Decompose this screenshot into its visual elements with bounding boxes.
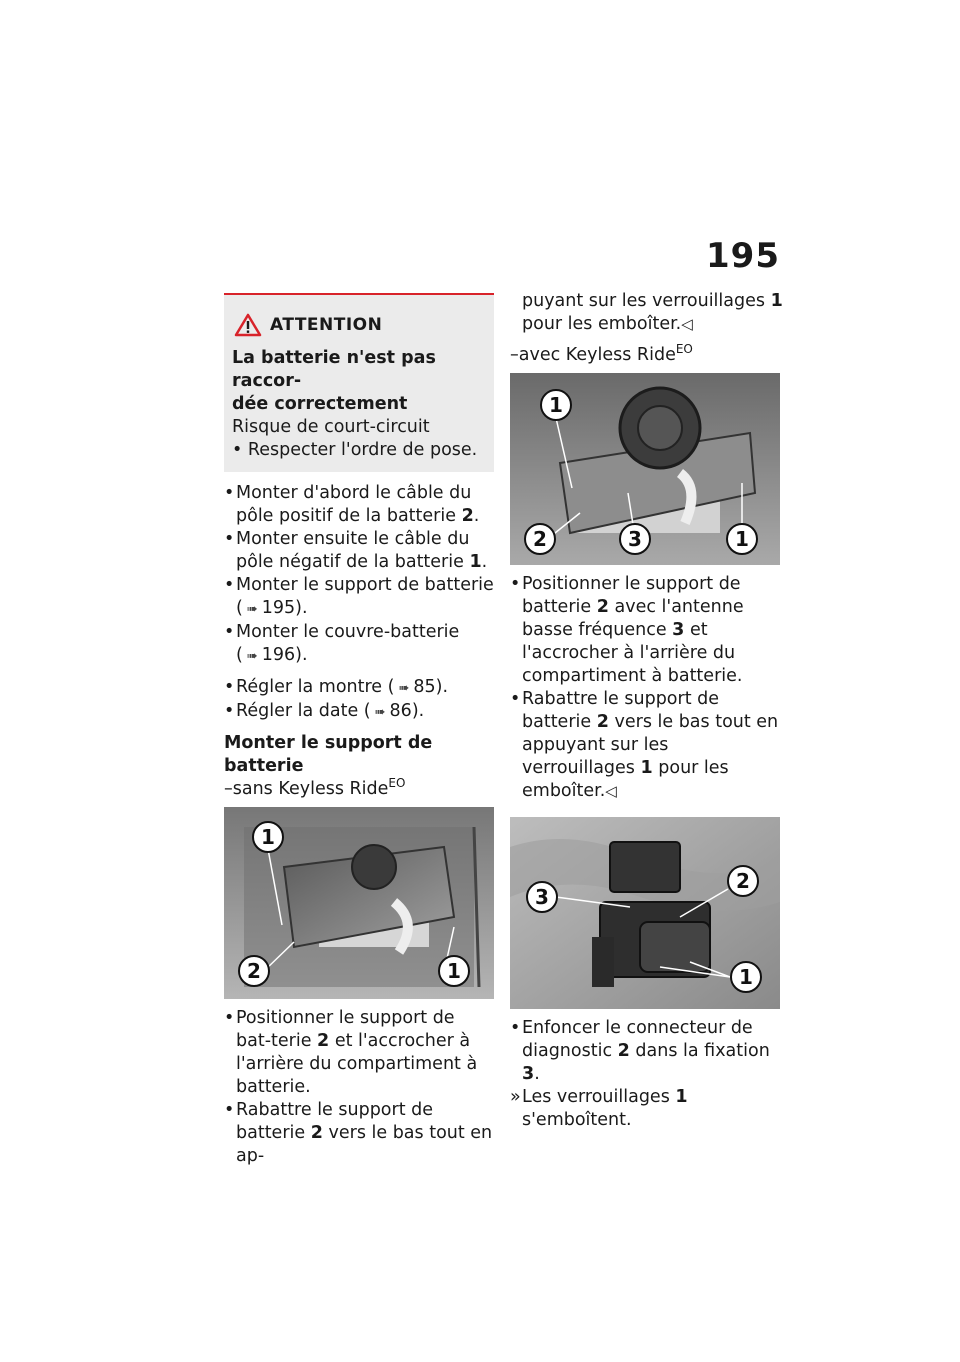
arrow-ref-icon: ➠ [374, 705, 386, 720]
left-column [224, 293, 494, 1168]
svg-text:2: 2 [533, 527, 547, 551]
warning-heading-1: La batterie n'est pas raccor- [232, 348, 436, 391]
warning-heading-2: dée correctement [232, 394, 408, 414]
warning-action: • Respecter l'ordre de pose. [232, 440, 478, 460]
step-mount-support: • Monter le support de batterie ( ➠ 195). [224, 574, 494, 621]
link-clock[interactable]: 85). [413, 677, 449, 697]
step-set-clock: • Régler la montre ( ➠ 85). [224, 676, 494, 700]
callout-3-icon [527, 882, 557, 912]
svg-text:2: 2 [247, 959, 261, 983]
page-number: 195 [706, 236, 780, 276]
svg-text:1: 1 [735, 527, 749, 551]
step-fold-support-left: • Rabattre le support de batterie 2 vers le bas tout en ap- [224, 1099, 494, 1168]
step-set-date: • Régler la date ( ➠ 86). [224, 700, 494, 724]
link-date[interactable]: 86). [389, 701, 425, 721]
svg-text:3: 3 [535, 885, 549, 909]
callout-3-icon [620, 524, 650, 554]
step-position-support-right: • Positionner le support de batterie 2 avec l'antenne basse fréquence 3 et l'accrocher à l'arrière du compartiment à batterie. [510, 573, 785, 688]
callout-2-icon [525, 524, 555, 554]
arrow-ref-icon: ➠ [246, 602, 258, 617]
variant-without-keyless: –sans Keyless Ride$^{EO}$ [224, 776, 406, 799]
callout-1-bottom-icon [439, 956, 469, 986]
warning-triangle-icon [234, 313, 262, 337]
svg-text:1: 1 [549, 393, 563, 417]
link-support[interactable]: 195). [261, 598, 308, 618]
figure-diagnostic-connector [510, 817, 780, 1009]
svg-text:1: 1 [447, 959, 461, 983]
callout-2-icon [239, 956, 269, 986]
step-mount-cover: • Monter le couvre-batterie ( ➠ 196). [224, 621, 494, 668]
figure-battery-support-standard [224, 807, 494, 999]
end-mark-icon: ◁ [605, 782, 617, 800]
arrow-ref-icon: ➠ [398, 681, 410, 696]
right-column [510, 290, 785, 1132]
warning-title: ATTENTION [270, 314, 383, 335]
section-heading: Monter le support de batterie [224, 733, 433, 776]
step-negative-cable: • Monter ensuite le câble du pôle négatif de la batterie 1. [224, 528, 494, 574]
warning-box [224, 293, 494, 472]
end-mark-icon: ◁ [681, 315, 693, 333]
link-cover[interactable]: 196). [261, 645, 308, 665]
callout-1-top-icon [253, 822, 283, 852]
callout-1-top-icon [541, 390, 571, 420]
continued-text: puyant sur les verrouillages 1 pour les emboîter.◁ [522, 291, 783, 334]
step-insert-diagnostic: • Enfoncer le connecteur de diagnostic 2 dans la fixation 3. [510, 1017, 785, 1086]
step-fold-support-right: • Rabattre le support de batterie 2 vers le bas tout en appuyant sur les verrouillages 1 pour les emboîter.◁ [510, 688, 785, 803]
variant-with-keyless: –avec Keyless Ride$^{EO}$ [510, 342, 693, 365]
svg-text:2: 2 [736, 869, 750, 893]
step-position-support-left: • Positionner le support de bat-terie 2 et l'accrocher à l'arrière du compartiment à batterie. [224, 1007, 494, 1099]
warning-risk: Risque de court-circuit [232, 417, 430, 437]
svg-text:1: 1 [739, 965, 753, 989]
result-locks-engage: » Les verrouillages 1 s'emboîtent. [510, 1086, 785, 1132]
callout-1-bottom-icon [727, 524, 757, 554]
callout-2-icon [728, 866, 758, 896]
svg-text:3: 3 [628, 527, 642, 551]
figure-battery-support-keyless [510, 373, 780, 565]
arrow-ref-icon: ➠ [246, 649, 258, 664]
step-positive-cable: • Monter d'abord le câble du pôle positif de la batterie 2. [224, 482, 494, 528]
warning-header [234, 313, 484, 337]
callout-1-icon [731, 962, 761, 992]
svg-text:1: 1 [261, 825, 275, 849]
